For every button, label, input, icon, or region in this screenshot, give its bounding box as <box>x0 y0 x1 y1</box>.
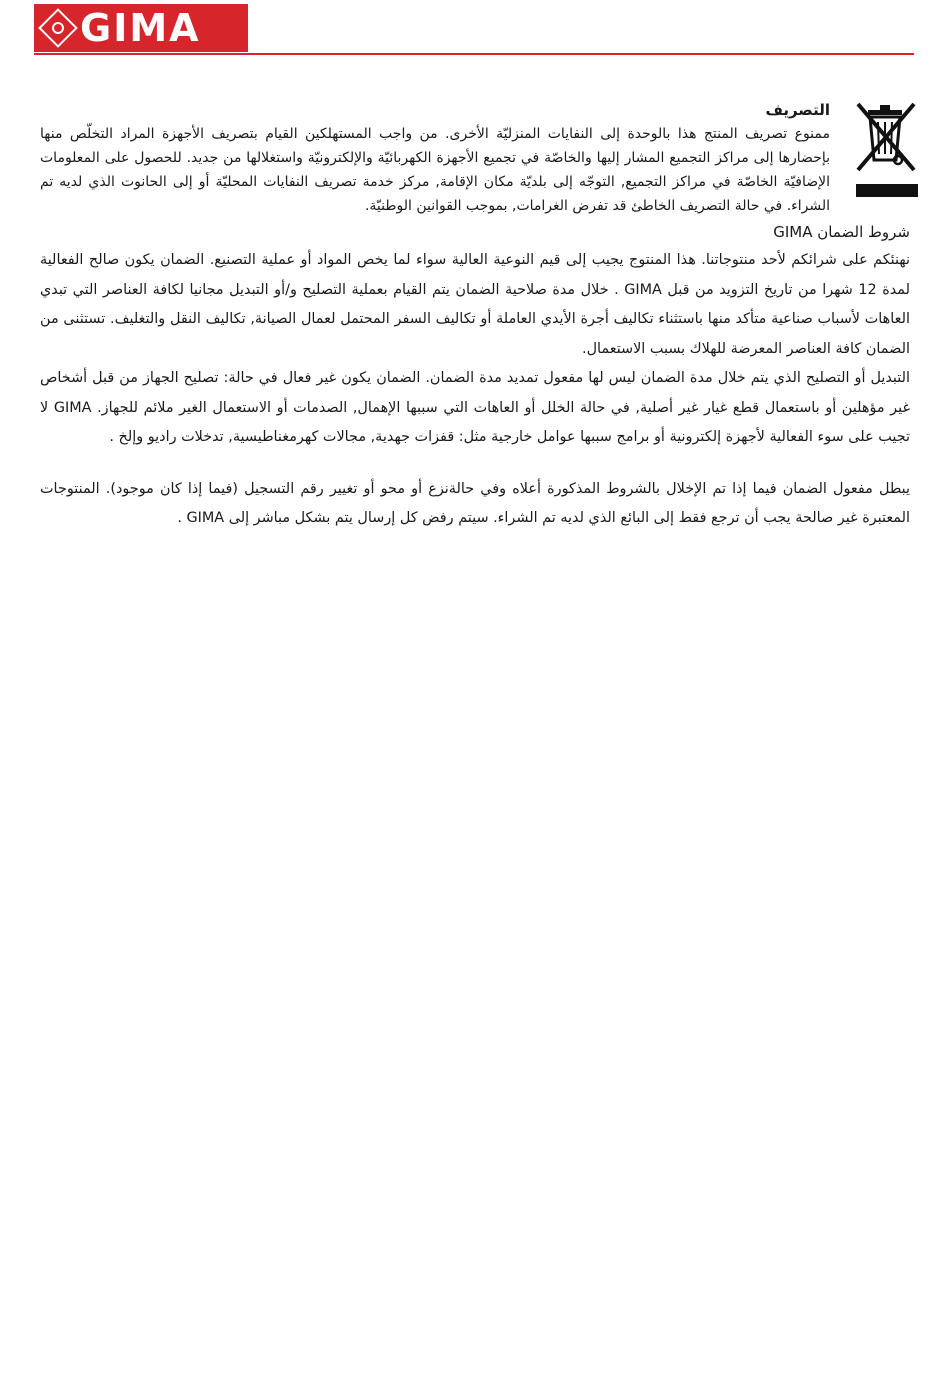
warranty-paragraph-3: يبطل مفعول الضمان فيما إذا تم الإخلال بالشروط المذكورة أعلاه وفي حالةنزع أو محو أو تغيير رقم التسجيل (فيما إذا كان موجود). المنتوجات المعتبرة غير صالحة يجب أن ترجع فقط إلى البائع الذي لديه تم الشراء. سيتم رفض كل إرسال يتم بشكل مباشر إلى GIMA . <box>40 480 910 526</box>
warranty-paragraph-2: التبديل أو التصليح الذي يتم خلال مدة الضمان ليس لها مفعول تمديد مدة الضمان. الضمان يكون غير فعال في حالة: تصليح الجهاز من قبل أشخاص غير مؤهلين أو باستعمال قطع غيار غير أصلية, في حالة الخلل أو العاهات التي سببها الإهمال, الصدمات أو الاستعمال الغير ملائم للجهاز. GIMA لا تجيب على سوء الفعالية لأجهزة إلكترونية أو برامج سببها عوامل خارجية مثل: قفزات جهدية, مجالات كهرمغناطيسية, تدخلات راديو وإلخ . <box>40 370 910 445</box>
warranty-title: شروط الضمان GIMA <box>773 223 910 241</box>
warranty-paragraph-1: نهنئكم على شرائكم لأحد منتوجاتنا. هذا المنتوج يجيب إلى قيم النوعية العالية سواء لما يخص المواد أو عملية التصنيع. الضمان يكون صالح الفعالية لمدة 12 شهرا من تاريخ التزويد من قبل GIMA . خلال مدة صلاحية الضمان يتم القيام بعملية التصليح و/أو التبديل مجانيا لكافة العناصر التي تبدي العاهات لأسباب صناعية متأكد منها باستثناء تكاليف أجرة الأيدي العاملة أو تكاليف السفر المحتمل لعمال الصيانة, تكاليف النقل والتغليف. تستثنى من الضمان كافة العناصر المعرضة للهلاك بسبب الاستعمال. <box>40 252 911 357</box>
disposal-title: التصريف <box>765 101 830 119</box>
page-header <box>34 4 914 54</box>
header-divider <box>34 53 914 55</box>
disposal-section <box>40 98 830 218</box>
disposal-text: ممنوع تصريف المنتج هذا بالوحدة إلى النفايات المنزليّة الأخرى. من واجب المستهلكين القيام بتصريف الأجهزة المراد التخلّص منها بإحضارها إلى مراكز التجميع المشار إليها والخاصّة في تجميع الأجهزة الكهربائيّة والإلكترونيّة واستغلالها من جديد. للحصول على المعلومات الإضافيّة الخاصّة في مراكز التجميع, التوجّه إلى بلديّة مكان الإقامة, مركز خدمة تصريف النفايات المحليّة أو إلى الحانوت الذي لديه تم الشراء. في حالة التصريف الخاطئ قد تفرض الغرامات, بموجب القوانين الوطنيّة. <box>40 126 830 214</box>
document-body <box>40 98 910 534</box>
gima-emblem-icon <box>38 8 78 48</box>
gima-logo <box>34 4 248 52</box>
logo-text: GIMA <box>80 6 201 50</box>
